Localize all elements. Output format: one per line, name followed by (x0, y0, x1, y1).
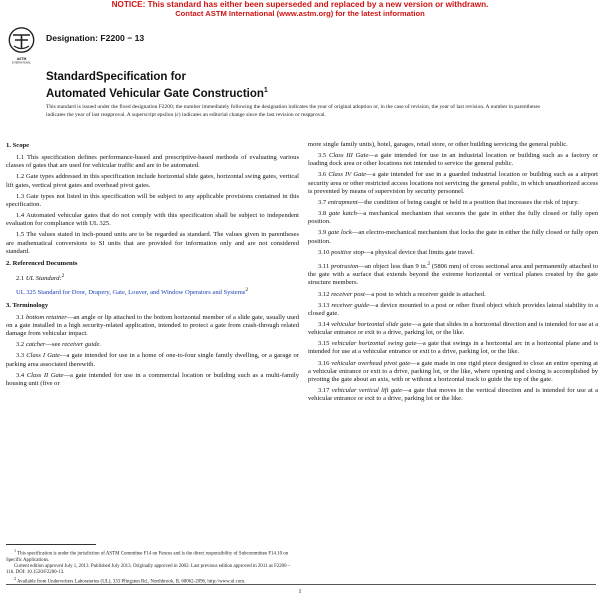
definition-3-4-continued: more single family units), hotel, garages, retail store, or other building servicing the general public. (308, 141, 568, 148)
definition-3-5: 3.5 Class III Gate—a gate intended for use in an industrial location or building such as a factory or loading dock area or other locations not intended to service the general public. (308, 152, 598, 168)
right-column (308, 141, 598, 406)
footnote-rule (6, 544, 96, 545)
section-heading-scope: 1. Scope (6, 142, 30, 149)
definition-3-9: 3.9 gate lock—an electro-mechanical mechanism that locks the gate in either the fully closed or fully open position. (308, 229, 599, 245)
definition-3-8: 3.8 gate katch—a mechanical mechanism that secures the gate in either the fully closed or fully open position. (308, 210, 598, 226)
title-line-2: Automated Vehicular Gate Construction$^1$ (46, 87, 268, 100)
definition-3-3: 3.3 Class I Gate—a gate intended for use in a home of one-to-four single family dwelling, or a garage or parking area associated therewith. (6, 352, 299, 368)
footnote-1: $^1$ This specification is under the jurisdiction of ASTM Committee F14 on Fences and is the direct responsibility of Subcommittee F14.10 on Specific Applications. (6, 548, 289, 563)
footnote-2: $^2$ Available from Underwriters Laboratories (UL), 333 Pfingsten Rd., Northbrook, IL 60062-2096, http://www.ul.com. (14, 576, 246, 586)
definition-3-16: 3.16 vehicular overhead pivot gate—a gate made in one rigid piece designed to close an entire opening at a vehicular entrance or exit to a drive, parking lot, or the like, where opening and closing is accomplished by pivoting the gate about an axis, with or without a horizontal track to guide the top of the gate. (308, 359, 598, 383)
left-column (6, 142, 299, 391)
notice-banner (0, 0, 600, 20)
definition-3-15: 3.15 vehicular horizontal swing gate—a gate that swings in a horizontal arc in a horizontal plane and is intended for use at a vehicular entrance or exit to a drive, parking lot, or the like. (308, 340, 599, 356)
definition-3-7: 3.7 entrapment—the condition of being caught or held in a position that increases the risk of injury. (318, 198, 579, 206)
definition-3-12: 3.12 receiver post—a post to which a receiver guide is attached. (318, 290, 486, 298)
definition-3-2: 3.2 catcher—see receiver guide. (16, 341, 102, 349)
ul-325-title-link[interactable]: Standard for Door, Drapery, Gate, Louver, and Window Operators and Systems (37, 289, 246, 297)
footnotes (6, 548, 299, 586)
svg-text:INTERNATIONAL: INTERNATIONAL (12, 61, 31, 64)
definition-3-17: 3.17 vehicular vertical lift gate—a gate that moves in the vertical direction and is intended for use at a vehicular entrance or exit to a drive, parking lot or the like. (308, 387, 599, 403)
page-number: 1 (298, 589, 302, 595)
definition-3-4: 3.4 Class II Gate—a gate intended for use in a commercial location or building such as a multi-family housing unit (five or (6, 371, 299, 387)
notice-line-2: Contact ASTM International (www.astm.org) for the latest information (175, 9, 425, 18)
paragraph-1-4: 1.4 Automated vehicular gates that do not comply with this specification shall be subject to independent evaluation for compliance with UL 325. (6, 212, 299, 228)
footnote-1-edition: Current edition approved July 1, 2013. Published July 2013. Originally approved in 2002. Last previous edition approved in 2011 as F2200 – 11b. DOI: 10.1520/F2200-13. (6, 564, 291, 576)
paragraph-1-1: 1.1 This specification defines performance-based and prescriptive-based methods of evaluating various classes of gates that are used for vehicular traffic and are to be automated. (6, 154, 299, 170)
paragraph-1-5: 1.5 The values stated in inch-pound units are to be regarded as standard. The values given in parentheses are mathematical conversions to SI units that are provided for information only and are not considered standard. (6, 231, 299, 255)
page-bottom-rule (6, 584, 596, 585)
paragraph-1-2: 1.2 Gate types addressed in this specification include horizontal slide gates, horizontal swing gates, vertical lift gates, vertical pivot gates and overhead pivot gates. (6, 173, 299, 189)
notice-line-1: NOTICE: This standard has either been superseded and replaced by a new version or withdrawn. (111, 0, 489, 9)
ul-325-reference: UL 325 Standard for Door, Drapery, Gate, Louver, and Window Operators and Systems$^2$ (16, 287, 249, 297)
document-title (46, 70, 268, 101)
title-line-1: StandardSpecification for (46, 71, 186, 83)
designation: Designation: F2200 − 13 (46, 33, 145, 43)
definition-3-14: 3.14 vehicular horizontal slide gate—a gate that slides in a horizontal direction and is intended for use at a vehicular entrance or exit to a drive, parking lot, or the like. (308, 320, 598, 337)
svg-text:ASTM: ASTM (16, 57, 27, 61)
paragraph-2-1: 2.1 UL Standard:$^2$ (16, 273, 65, 283)
definition-3-1: 3.1 bottom retainer—an angle or lip attached to the bottom horizontal member of a slide gate, usually used on a gate installed in a high security-related application, intended to protect a gate from crash-through related damage from vehicular impact. (6, 313, 299, 338)
issuance-note: This standard is issued under the fixed designation F2200; the number immediately following the designation indicates the year of original adoption or, in the case of revision, the year of last revision. A number in parentheses indicates the year of last reapproval. A superscript epsilon (ε) indicates an editorial change since the last revision or reapproval. (46, 104, 541, 118)
section-heading-terminology: 3. Terminology (6, 301, 49, 309)
astm-logo (8, 27, 35, 64)
ul-325-link[interactable]: UL 325 (16, 289, 36, 297)
section-heading-referenced-documents: 2. Referenced Documents (6, 259, 78, 267)
definition-3-6: 3.6 Class IV Gate—a gate intended for use in a guarded industrial location or building such as a airport security area or other restricted access locations not servicing the general public, in which unauthorized access is prevented by means of supervision by security personnel. (308, 171, 598, 195)
definition-3-13: 3.13 receiver guide—a device mounted to a post or other fixed object which provides lateral stability to a closed gate. (308, 301, 598, 317)
definition-3-11: 3.11 protrusion—an object less than 9 in.$^2$ (5806 mm) of cross sectional area and permanently attached to the gate with a surface that extends beyond the extreme horizontal or vertical planes created by the gate structure members. (308, 260, 598, 287)
definition-3-10: 3.10 positive stop—a physical device that limits gate travel. (318, 248, 475, 256)
paragraph-1-3: 1.3 Gate types not listed in this specification will be subject to any applicable provisions contained in this specification. (6, 192, 299, 208)
